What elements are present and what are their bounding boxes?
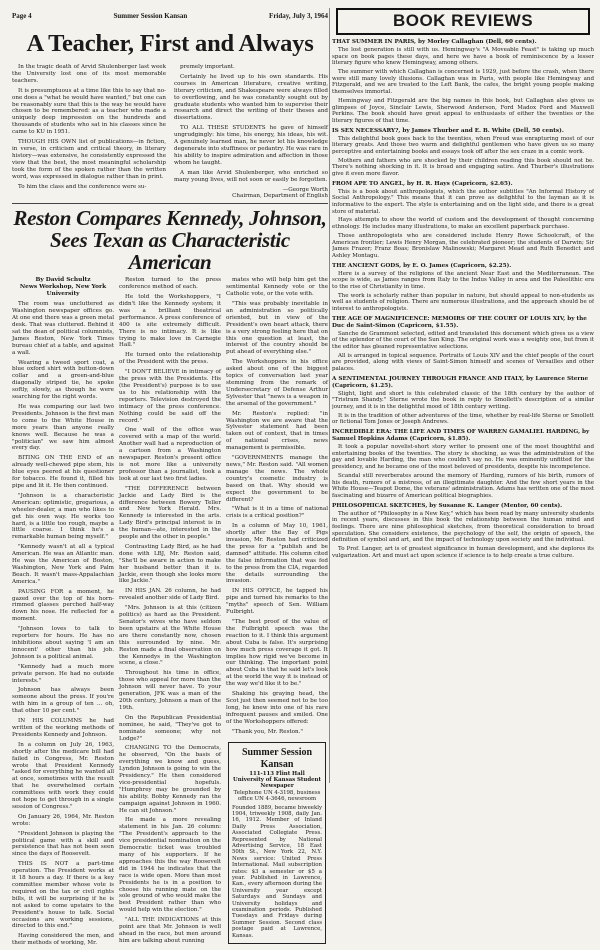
- paragraph: IN HIS JAN. 26 column, he had revealed another side of Lady Bird.: [119, 588, 221, 602]
- book-review-title: THE ANCIENT GODS, by E. O. James (Capricorn, $2.25).: [332, 262, 512, 269]
- paragraph: "What is it in a time of national crisis is a critical position?": [226, 506, 328, 520]
- paragraph: PAUSING FOR a moment, he gazed over the top of his horn-rimmed glasses perched half-way down his nose. He reflected for a moment.: [12, 588, 114, 623]
- masthead-box: [228, 742, 326, 945]
- paragraph: "Mrs. Johnson is at this (citizen politics) as hard as the President. Senator's wives who have seldom been upstairs at the White House are there constantly now, chosen this surrounded by nine. Mr. Reston made a final observation on the Kennedys in the Washington scene, a close.": [119, 605, 221, 667]
- paragraph: IN HIS OFFICE, he tapped his pipe and turned his remarks to the "myths" speech of Sen. William Fulbright.: [226, 588, 328, 616]
- paragraph: On the Republican Presidential nominee, he said, "They've got to nominate someone; why not Lodge?": [119, 714, 221, 742]
- paragraph: Having considered the men, and their methods of working, Mr.: [12, 933, 114, 947]
- signature: —George Worth: [282, 186, 328, 193]
- paragraph: "ALL THE INDICATIONS at this point are that Mr. Johnson is well ahead in the race, but men around him are talking about running: [119, 917, 221, 944]
- masthead-title: Summer Session Kansan: [241, 746, 313, 770]
- masthead-phones: Telephone UN 4-3198, business office UN 4-3646, newsroom: [233, 789, 321, 803]
- review-paragraph: Here is a survey of the religions of the ancient Near East and the Mediterranean. The scope is wide, as James ranges from Italy to the Indus Valley in area and the Paleolithic era to the rise of Christianity in time.: [332, 270, 594, 291]
- paragraph: He told the Workshoppers, "I didn't like the Kennedy system; it was a brilliant theatrical performance. A press conference of 400 is site extremely difficult. There is no intimacy. It is like trying to make love in Carnegie Hall.": [119, 294, 221, 349]
- column-rule: [329, 8, 330, 783]
- review-paragraph: Those anthropologists who are considered include Henry Rowe Schoolcraft, of the American frontier; Lewis Henry Morgan, the celebrated pioneer; the students of Darwin; Sir James Frazer; Franz Boas; Bronislaw Malinowski; Margaret Mead and Ruth Benedict and Ashley Montagu.: [332, 232, 594, 259]
- review-paragraph: Sanche de Grammont selected, edited and translated this document which gives us a view of the splendor of the court of the Sun King. The original work was a weighty one, but from it the editor has gleaned representative selections.: [332, 330, 594, 351]
- paragraph: "Thank you, Mr. Reston.": [232, 728, 304, 735]
- book-review: [332, 263, 594, 313]
- paragraph: "The best proof of the value of the Fulbright speech was the reaction to it. I think this argument about Cuba is false. It's surprising how much press coverage it got. It implies how rigid we've become in our thinking. The important point about Cuba is that he said let's look at the world the way it is instead of the way we'd like it to be.": [226, 619, 328, 688]
- paragraph: "Kennedy wasn't at all a typical American. He was an Atlantic man. He was the American of Boston, Washington, New York and Palm Beach. It wasn't mass-Appalachian America.": [12, 544, 114, 585]
- paragraph: "I DON'T BELIEVE in intimacy of the press with the Presidents. His (the President's) purpose is to use us to his relationship with the reporters. Television destroyed the intimacy of the press conference. Nothing could be said off the record.": [119, 369, 221, 424]
- reston-column-2: [119, 277, 221, 950]
- reston-headline: Reston Compares Kennedy, Johnson, Sees Texan as Characteristic American: [13, 206, 327, 275]
- masthead-university: University of Kansas Student Newspaper: [233, 776, 321, 790]
- book-review: [332, 316, 594, 373]
- paragraph: mates who will help him get the sentimental Kennedy vote or the Catholic vote, or the vote with.: [226, 277, 328, 298]
- divider: [12, 203, 328, 204]
- page-number: Page 4: [12, 12, 32, 20]
- book-review: [332, 503, 594, 560]
- paragraph: It is presumptuous at a time like this to say that no-one does a "what he would have wanted," but one can be reasonably sure that this is the way he would have chosen to be remembered: as a teacher who made a uniquely deep impression on the hundreds and thousands of students who sat in his classes since he came to KU in 1951.: [12, 87, 166, 136]
- paragraph: Contrasting Lady Bird, as he had done with LBJ, Mr. Reston said, "She'll be aware in action to make her husband better than it is. Jackie, even though she looks more like Jackie.": [119, 543, 221, 585]
- book-review-title: THE AGE OF MAGNIFICENCE: MEMOIRS OF THE COURT OF LOUIS XIV, by the Duc de Saint-Simon (Capricorn, $1.55).: [332, 315, 587, 329]
- paragraph: TO ALL THESE STUDENTS he gave of himself ungrudgingly: his time, his energy, his ideas, his wit. A genuinely learned man, he never let his knowledge degenerate into stuffiness or pedantry. He was rare in his ability to inspire admiration and affection in those whom he taught.: [174, 125, 328, 166]
- paragraph: In a column on July 26, 1963, shortly after the medicare bill had failed in Congress, Mr. Reston wrote that President Kennedy "asked for everything he wanted all at once, sometimes with the result that he overwhelmed certain committees with work they could not hope to get through in a single session of Congress.": [12, 741, 114, 810]
- book-review: [332, 39, 594, 125]
- masthead-address: 111-113 Flint Hall: [249, 770, 305, 777]
- paragraph: In the tragic death of Arvid Shulenberger last week the University lost one of its most memorable teachers.: [12, 64, 166, 84]
- review-paragraph: The lost generation is still with us. Hemingway's "A Moveable Feast" is taking up much space on book pages these days, and here we have a book of reminiscence by a lesser literary figure who knew Hemingway, among others.: [332, 46, 594, 67]
- paragraph: "Johnson loves to talk to reporters for hours. He has no inhibitions about saying 'I am an innocent' other than his job. Johnson is a political animal.: [12, 626, 114, 660]
- book-reviews-section: [332, 8, 594, 787]
- book-review-title: FROM APE TO ANGEL, by H. R. Hays (Capricorn, $2.65).: [332, 180, 513, 187]
- paragraph: A man like Arvid Shulenberger, who enriched so many young lives, will not soon or easily be forgotten.: [174, 169, 328, 183]
- paragraph: On January 26, 1964, Mr. Reston wrote:: [12, 813, 114, 827]
- review-paragraph: Slight, light and short is this celebrated classic of the 18th century by the author of "Tristram Shandy." Sterne wrote the book in reply to Smollett's description of a similar journey, and it is in the delightful mood of 18th century writing.: [332, 390, 594, 411]
- paragraph: Shaking his graying head, the Scot just then seemed not to be too long, he knew into one of his rare infrequent pauses and smiled. One of the Workshoppers offered:: [226, 691, 328, 725]
- book-review-title: THAT SUMMER IN PARIS, by Morley Callaghan (Dell, 60 cents).: [332, 39, 537, 45]
- paragraph: To him the class and the conference were su-: [18, 183, 147, 190]
- paragraph: Johnson has always been someone about the press. If you're with him in a group of ten ... oh, that other 10 per cent.": [12, 687, 114, 715]
- review-paragraph: Mothers and fathers who are shocked by their children reading this book should not be. There's nothing shocking in it. It is broad and engaging satire. And Thurber's illustrations give it even more flavor.: [332, 157, 594, 178]
- paragraph: IN HIS COLUMNS he had written of the working methods of Presidents Kennedy and Johnson.: [12, 718, 114, 738]
- paragraph: He turned onto the relationship of the President with the press.: [119, 352, 221, 366]
- paragraph: "GOVERNMENTS manage the news," Mr. Reston said. "All women manage the news. The whole country's cosmetic industry is based on that. Why should we expect the government to be different?: [226, 455, 328, 503]
- paragraph: Wearing a tweed sport coat, a blue oxford shirt with button-down collar and a green-and-blue diagonally striped tie, he spoke softly, slowly, as though he were searching for the right words.: [12, 359, 114, 401]
- book-review-title: IS SEX NECESSARY?, by James Thurber and E. B. White (Dell, 50 cents).: [332, 127, 564, 134]
- paragraph: premely important.: [180, 64, 235, 70]
- review-paragraph: Hays attempts to show the world of custom and the development of thought concerning ethnology. He includes many illustrations, to make an excellent paperback purchase.: [332, 217, 594, 231]
- byline-org: University: [46, 291, 80, 298]
- paragraph: "THE DIFFERENCE between Jackie and Lady Bird is the difference between Bowery Teller and New York Herald. Mrs. Kennedy is interested in the arts. Lady Bird's principal interest is in the human—ate, interested in the people and the other in people.": [119, 485, 221, 541]
- review-paragraph: This delightful book goes back to the twenties, when Freud was enrapturing most of our literary greats. And those two warm and delightful gentlemen who have given us so many perceptive and entertaining books and essays took off after the sex craze in a comic work.: [332, 135, 594, 155]
- review-paragraph: Scandal still reverberates around the memory of Harding, rumors of his birth, rumors of his death, rumors of a mistress, of an illegitimate daughter. And the few short years in the White House—Teapot Dome, the veterans' administration. Adams has written one of the most fascinating and bizarre of American political biographies.: [332, 472, 594, 499]
- paragraph: He was comparing our last two Presidents. Johnson is the first man to come to the White House in more years than anyone really knows well. Because he was a "politician" we saw him almost every day.: [12, 404, 114, 452]
- book-review-title: A SENTIMENTAL JOURNEY THROUGH FRANCE AND ITALY, by Laurence Sterne (Capricorn, $1.25).: [332, 375, 589, 389]
- review-paragraph: The work is scholarly rather than popular in nature, but should appeal to non-students as well as students of religion. There are numerous illustrations, and the approach should be of interest to anthropologists.: [332, 292, 594, 313]
- review-paragraph: Hemingway and Fitzgerald are the big names in this book, but Callaghan also gives us glimpses of Joyce, Sinclair Lewis, Sherwood Anderson, Ford Madox Ford and Maxwell Perkins. The book should have great appeal to enthusiasts of either the twenties or the literary figures of that time.: [332, 97, 594, 124]
- byline-name: By David Schultz: [35, 277, 91, 284]
- paragraph: In a column of May 10, 1961, shortly after the Bay of Pigs invasion, Mr. Reston had criticized the press for a "publish and be damned" attitude. His column cited the false information that was fed to the press from the CIA, regarded the details surrounding the invasion.: [226, 523, 328, 585]
- paragraph: "Kennedy had a much more private person. He had no outside interests.": [12, 663, 114, 684]
- review-paragraph: It took a popular novelist-short story writer to present one of the most thoughtful and entertaining books of the twenties. The story is shocking, as was the administration of the gay and lovable Harding, the man who couldn't say no. He was eminently unfitted for the presidency, and he became one of the most beloved of presidents, despite his incompetence.: [332, 444, 594, 471]
- paragraph: The room was uncluttered as Washington newspaper offices go. At one end there was a green metal desk. That was cluttered. Behind it sat the dean of political columnists, James Reston, New York Times bureau chief at a table, and against a wall.: [12, 301, 114, 356]
- paragraph: THIS IS NOT a part-time operation. The President works at it 18 hours a day. If there is a key committee member whose vote is required on the tax or civil rights bills, it will be surprising if he is not asked to come upstairs to the President's house to talk. Social occasions are working sessions, directed to this end.": [12, 861, 114, 930]
- book-review: [332, 429, 594, 499]
- book-review: [332, 376, 594, 426]
- paragraph: He made a more revealing statement in his Jan. 26 column: "The President's approach to the vice presidential nomination on the Democratic ticket was troubled many of his supporters. If he approaches this the way Roosevelt did in 1944 he indicates that the race is wide open. More than most Presidents he is in a position to choose his running mate on the sole ground of who would make the best President rather than who would help win the election.": [119, 817, 221, 914]
- paper-name: Summer Session Kansan: [113, 12, 188, 20]
- paragraph: THOUGH HIS OWN list of publications—in fiction, in verse, in criticism and critical theory, in literary history—was extensive, he consistently expressed the view that the best, the most meaningful scholarship took the form of the spoken rather than the written word, was expressed in dialogue rather than in print.: [12, 139, 166, 180]
- reston-column-3: [226, 277, 328, 950]
- byline: [12, 277, 114, 298]
- masthead-body: Founded 1889, became biweekly 1904, triweekly 1908, daily Jan. 16, 1912. Member of Inland Daily Press Association, Associated Collegiate Press. Represented by National Advertising Service, 18 East 50th St., New York 22, N.Y. News service: United Press International. Mail subscription rates: $3 a semester or $5 a year. Published in Lawrence, Kan., every afternoon during the University year except Saturdays and Sundays and University holidays and examination periods. Published Tuesdays and Fridays during Summer Session. Second class postage paid at Lawrence, Kansas.: [232, 804, 322, 939]
- paragraph: "Johnson is a characteristic American: optimistic, gregarious, a wheeler-dealer, a man who likes to get his own way. He works too hard, is a little too rough, maybe a little coarse. I think he's a remarkable human being myself.": [12, 492, 114, 541]
- byline-service: News Workshop, New York: [19, 284, 107, 291]
- book-review-title: INCREDIBLE ERA: THE LIFE AND TIMES OF WARREN GAMALIEL HARDING, by Samuel Hopkins Adams (Capricorn, $1.85).: [332, 429, 590, 443]
- paragraph: The Workshoppers in his office asked about one of the biggest topics of conversation last year stemming from the remark of Undersecretary of Defense Arthur Sylvester that "news is a weapon in the arsenal of the government.": [226, 359, 328, 407]
- book-review-title: PHILOSOPHICAL SKETCHES, by Susanne K. Langer (Mentor, 60 cents).: [332, 502, 563, 509]
- editorial-section: [12, 26, 328, 950]
- review-paragraph: All is arranged in topical sequence. Portraits of Louis XIV and the chief people of the court are provided, along with views of Saint-Simon himself and scenes of Versailles and other palaces.: [332, 352, 594, 373]
- review-paragraph: The summer with which Callaghan is concerned is 1929, just before the crash, when there were still many lovely illusions. Callaghan was in Paris, with people like Hemingway and Fitzgerald, and we are treated to the Left Bank, the cafes, the bright young people making themselves immortal.: [332, 69, 594, 96]
- review-paragraph: The author of "Philosophy in a New Key," which has been read by many university students in recent years, discusses in this book the relationship between the human mind and feelings. There are nine philosophical sketches, from theoretical consideration to broad speculation. She considers existence, the psychology of the self, the origin of speech, the definition of symbol and art, and the impact of technology upon society and the individual.: [332, 510, 594, 544]
- paragraph: Throughout his time in office, those who appeal for more than the Johnson will never have. To your generation, JFK was a man of the 20th century, Johnson a man of the 19th.: [119, 670, 221, 711]
- paragraph: Mr. Reston's replied: "in Washington we are aware that the Sylvester statement had been taken out of context, that in times of national crises, news management is permissible.: [226, 410, 328, 452]
- paragraph: "President Johnson is playing the political game with a skill and persistence that has not been seen since the days of Roosevelt.: [12, 830, 114, 858]
- book-review: [332, 181, 594, 260]
- paragraph: "This was probably inevitable in an administration so politically oriented, but in view of the President's own heart attack, there is a very strong feeling here that on this one question at least, the interest of the country should be put ahead of everything else.": [226, 301, 328, 356]
- book-reviews-heading: BOOK REVIEWS: [336, 8, 590, 35]
- book-review: [332, 128, 594, 178]
- teacher-article: [12, 64, 328, 200]
- signature-title: Chairman, Department of English: [232, 193, 328, 200]
- review-paragraph: It is in the tradition of other adventures of the time, whether by real-life Sterne or Smollett or fictional Tom Jones or Joseph Andrews.: [332, 412, 594, 426]
- teacher-headline: A Teacher, First and Always: [26, 30, 314, 57]
- reston-column-1: [12, 277, 114, 950]
- paragraph: Reston turned to the press conference method of each.: [119, 277, 221, 291]
- review-paragraph: This is a book about anthropologists, which the author subtitles "An Informal History of Social Anthropology." This means that it can prove as delightful to the layman as it is informative to the expert. The style is entertaining and on the light side, and there is a great store of material.: [332, 188, 594, 215]
- teacher-column-1: [12, 64, 166, 200]
- paragraph: One wall of the office was covered with a map of the world. Another wall had a reproduction of a cartoon from a Washington newspaper. Reston's present office is not more like a university professor than a journalist, took a look at our last two first ladies.: [119, 427, 221, 482]
- reviews-list: [332, 39, 594, 559]
- paragraph: CHANGING TO the Democrats, he observed, "On the basis of everything we know and guess, Lyndon Johnson is going to win the Presidency." He then considered vice-presidential hopefuls. "Humphrey may be grounded by his ability. Bobby Kennedy ran the campaign against Johnson in 1960. He can sit Johnson.": [119, 745, 221, 814]
- paragraph: BITING ON THE END of an already well-chewed pipe stem, his blue eyes peered at his questioner for tobacco. He found it, filled his pipe and lit it. He then continued.: [12, 455, 114, 489]
- paragraph: Certainly he lived up to his own standards. His courses in American literature, creative writing, literary criticism, and Shakespeare were always filled to overflowing, and he was constantly sought out by graduate students who wanted him to supervise their research and direct the writing of their theses and dissertations.: [174, 73, 328, 122]
- review-paragraph: To Prof. Langer, art is of greatest significance in human development, and she deplores its vulgarization. Art and must act upon science if science is to help create a true culture.: [332, 546, 594, 559]
- reston-article: [12, 277, 328, 950]
- teacher-column-2: [174, 64, 328, 200]
- issue-date: Friday, July 3, 1964: [269, 12, 328, 20]
- page-header: [12, 12, 328, 22]
